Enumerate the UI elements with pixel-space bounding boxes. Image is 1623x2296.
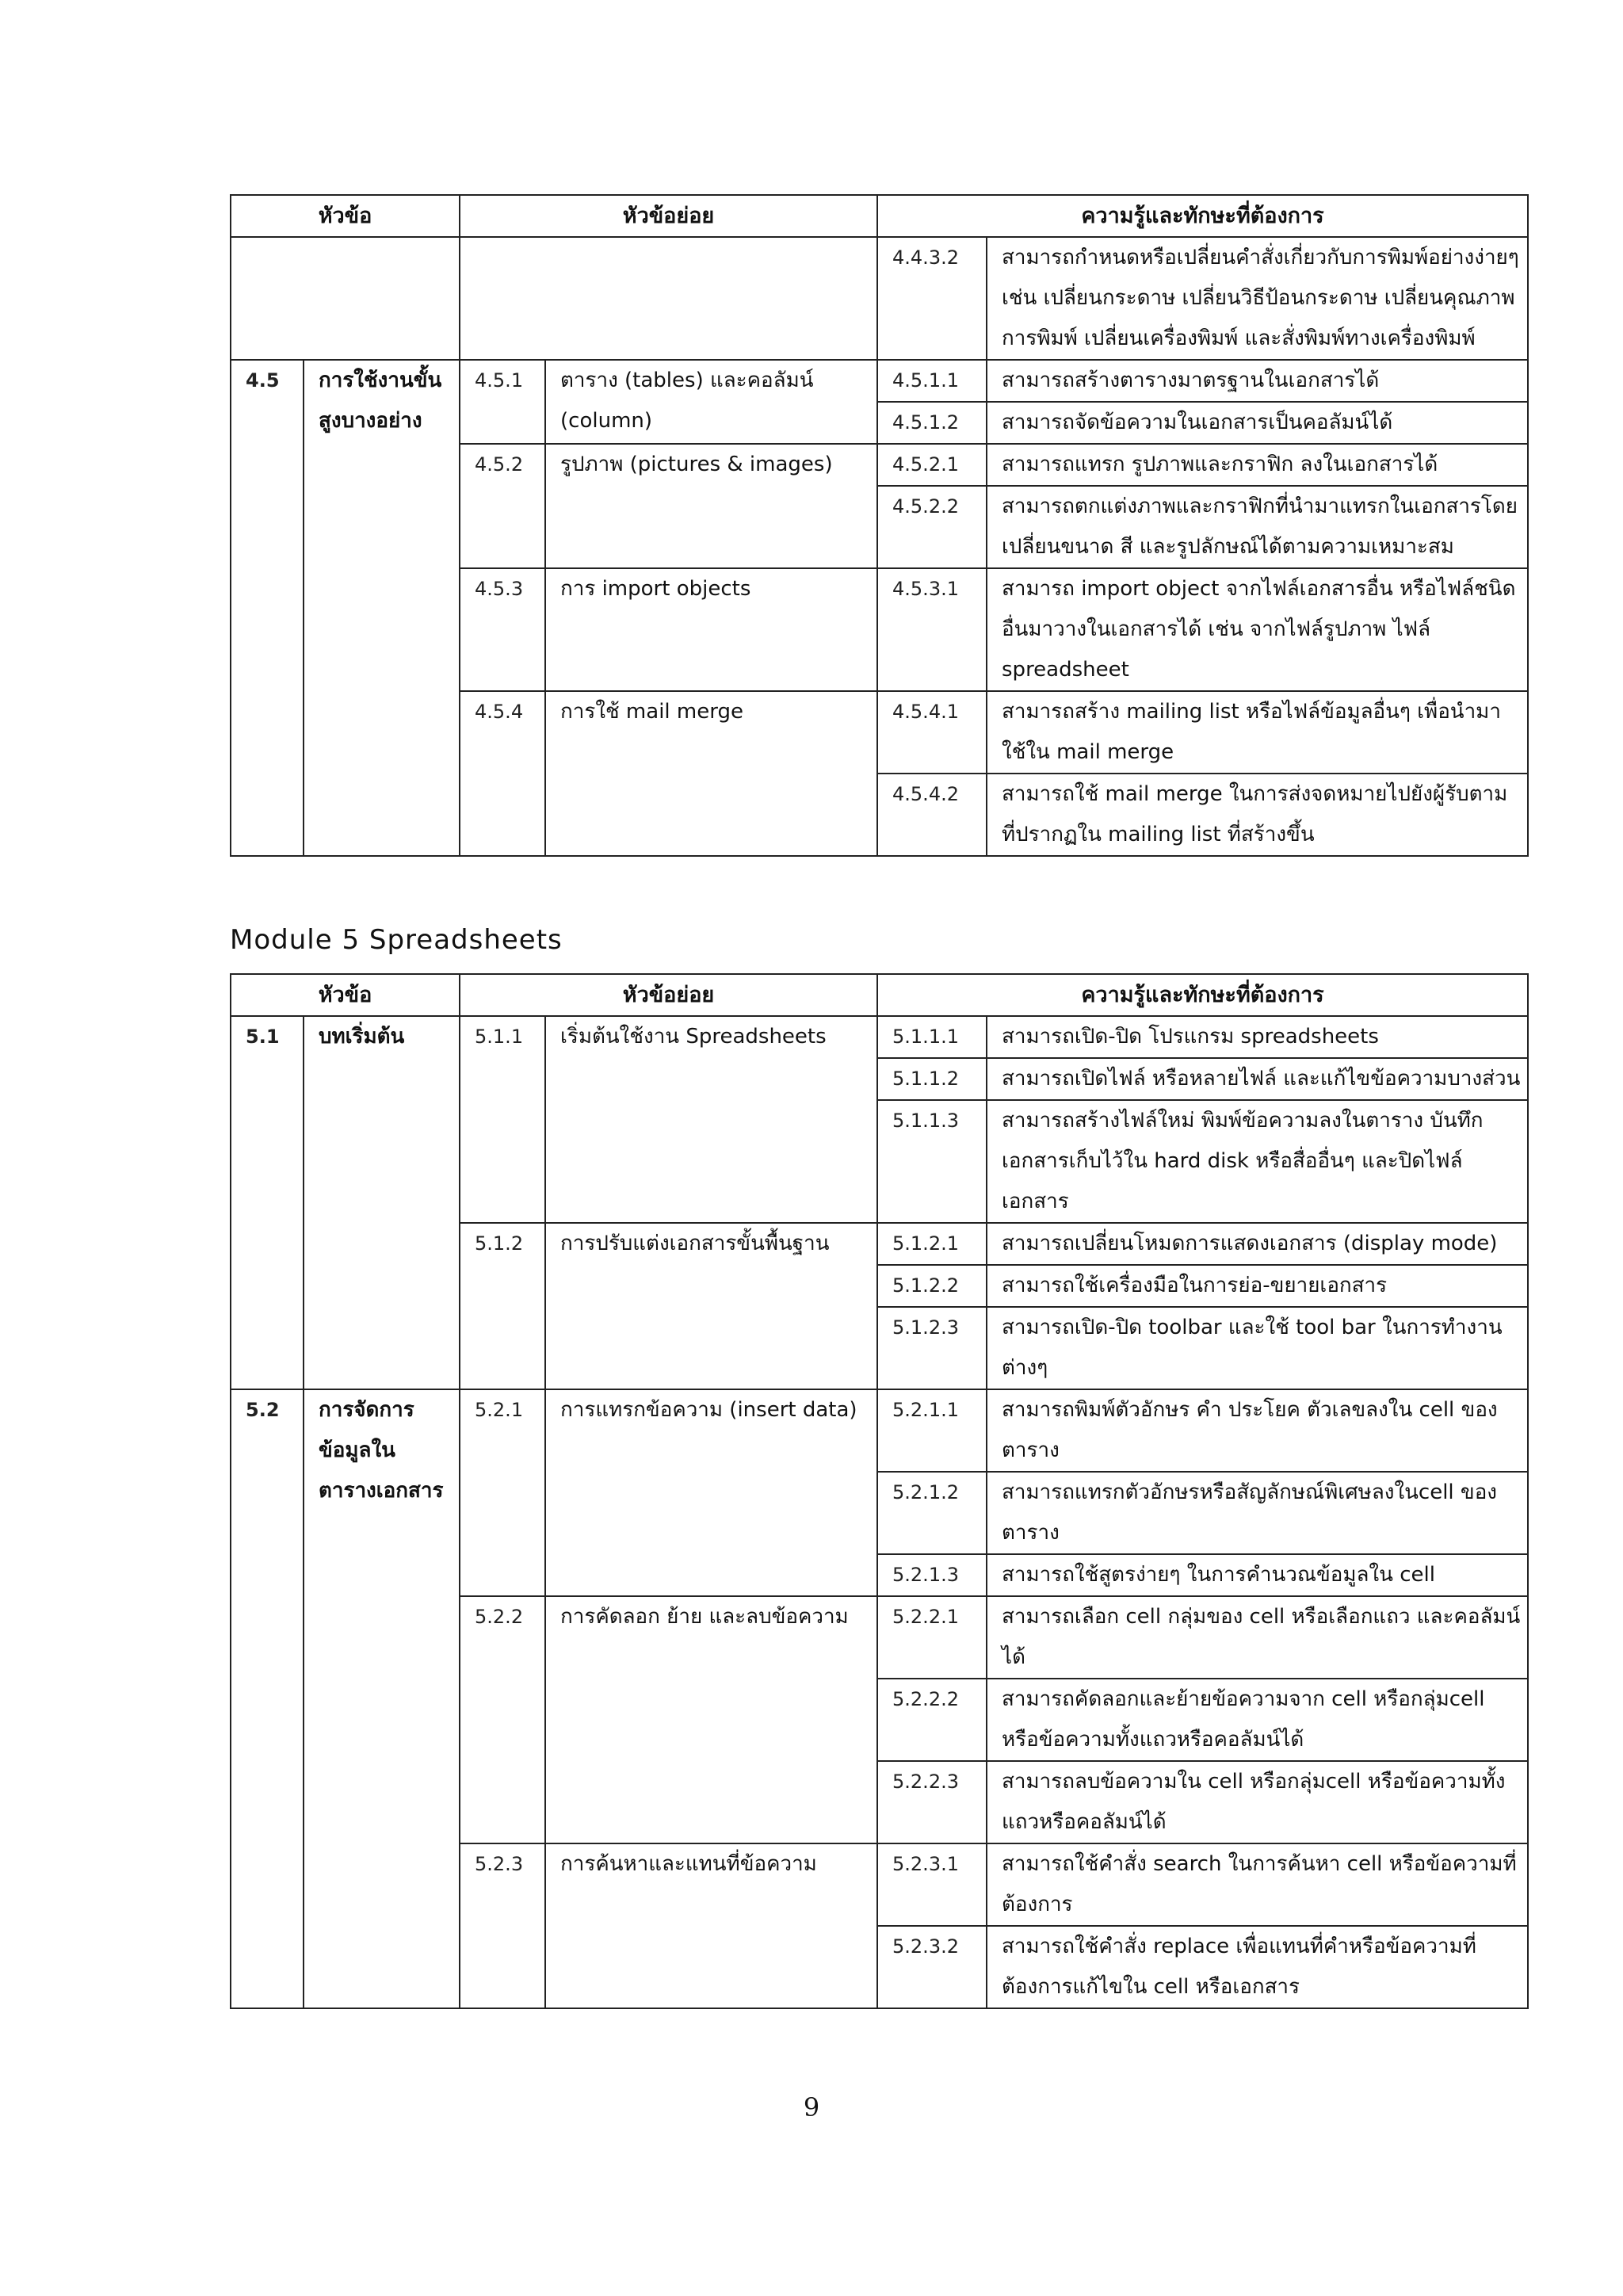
skill-text: สามารถใช้สูตรง่ายๆ ในการคำนวณข้อมูลใน cell xyxy=(987,1554,1528,1596)
skill-text: สามารถกำหนดหรือเปลี่ยนคำสั่งเกี่ยวกับการพิมพ์อย่างง่ายๆ เช่น เปลี่ยนกระดาษ เปลี่ยนวิธีป้อนกระดาษ เปลี่ยนคุณภาพการพิมพ์ เปลี่ยนเครื่องพิมพ์ และสั่งพิมพ์ทางเครื่องพิมพ์ xyxy=(987,237,1528,360)
module-title: Module 5 Spreadsheets xyxy=(230,924,563,956)
skill-id: 5.2.1.2 xyxy=(877,1472,987,1554)
skill-id: 4.5.4.1 xyxy=(877,691,987,774)
skill-text: สามารถแทรกตัวอักษรหรือสัญลักษณ์พิเศษลงในcell ของตาราง xyxy=(987,1472,1528,1554)
skill-text: สามารถใช้คำสั่ง replace เพื่อแทนที่คำหรือข้อความที่ต้องการแก้ไขใน cell หรือเอกสาร xyxy=(987,1926,1528,2008)
skill-id: 5.2.1.3 xyxy=(877,1554,987,1596)
skill-id: 4.5.1.1 xyxy=(877,360,987,402)
skill-text: สามารถใช้ mail merge ในการส่งจดหมายไปยังผู้รับตามที่ปรากฏใน mailing list ที่สร้างขึ้น xyxy=(987,774,1528,856)
skill-text: สามารถ import object จากไฟล์เอกสารอื่น หรือไฟล์ชนิดอื่นมาวางในเอกสารได้ เช่น จากไฟล์รูปภาพ ไฟล์ spreadsheet xyxy=(987,568,1528,691)
skill-text: สามารถใช้เครื่องมือในการย่อ-ขยายเอกสาร xyxy=(987,1265,1528,1307)
header-subtopic: หัวข้อย่อย xyxy=(460,195,877,237)
subtopic-title: รูปภาพ (pictures & images) xyxy=(545,444,877,568)
topic-title: การใช้งานขั้นสูงบางอย่าง xyxy=(304,360,460,856)
skill-id: 5.2.1.1 xyxy=(877,1389,987,1472)
subtopic-title: การ import objects xyxy=(545,568,877,691)
skill-text: สามารถเปิดไฟล์ หรือหลายไฟล์ และแก้ไขข้อความบางส่วน xyxy=(987,1058,1528,1100)
skill-id: 5.1.2.3 xyxy=(877,1307,987,1389)
table-row xyxy=(231,1389,1528,1472)
topic-number: 4.5 xyxy=(231,360,304,856)
skill-text: สามารถตกแต่งภาพและกราฟิกที่นำมาแทรกในเอกสารโดยเปลี่ยนขนาด สี และรูปลักษณ์ได้ตามความเหมาะสม xyxy=(987,486,1528,568)
subtopic-number: 5.1.1 xyxy=(460,1016,545,1223)
skill-text: สามารถลบข้อความใน cell หรือกลุ่มcell หรือข้อความทั้งแถวหรือคอลัมน์ได้ xyxy=(987,1761,1528,1843)
subtopic-number: 5.1.2 xyxy=(460,1223,545,1389)
skill-id: 5.1.1.2 xyxy=(877,1058,987,1100)
skills-table-module-4 xyxy=(230,194,1529,857)
empty-cell xyxy=(231,237,460,360)
skill-id: 5.1.1.1 xyxy=(877,1016,987,1058)
subtopic-title: การค้นหาและแทนที่ข้อความ xyxy=(545,1843,877,2008)
header-skills: ความรู้และทักษะที่ต้องการ xyxy=(877,974,1528,1016)
skill-id: 5.1.2.1 xyxy=(877,1223,987,1265)
subtopic-number: 4.5.1 xyxy=(460,360,545,444)
skill-text: สามารถสร้างไฟล์ใหม่ พิมพ์ข้อความลงในตาราง บันทึกเอกสารเก็บไว้ใน hard disk หรือสื่ออื่นๆ และปิดไฟล์เอกสาร xyxy=(987,1100,1528,1223)
skill-text: สามารถแทรก รูปภาพและกราฟิก ลงในเอกสารได้ xyxy=(987,444,1528,486)
table-header-row xyxy=(231,195,1528,237)
subtopic-title: การปรับแต่งเอกสารขั้นพื้นฐาน xyxy=(545,1223,877,1389)
skill-text: สามารถใช้คำสั่ง search ในการค้นหา cell หรือข้อความที่ต้องการ xyxy=(987,1843,1528,1926)
skill-id: 5.2.2.2 xyxy=(877,1679,987,1761)
subtopic-title: การคัดลอก ย้าย และลบข้อความ xyxy=(545,1596,877,1843)
empty-cell xyxy=(460,237,877,360)
skill-id: 5.1.1.3 xyxy=(877,1100,987,1223)
subtopic-title: การแทรกข้อความ (insert data) xyxy=(545,1389,877,1596)
table-row xyxy=(231,1016,1528,1058)
subtopic-number: 4.5.3 xyxy=(460,568,545,691)
subtopic-title: เริ่มต้นใช้งาน Spreadsheets xyxy=(545,1016,877,1223)
topic-number: 5.1 xyxy=(231,1016,304,1389)
header-topic: หัวข้อ xyxy=(231,195,460,237)
skill-id: 4.5.3.1 xyxy=(877,568,987,691)
skill-id: 4.5.2.2 xyxy=(877,486,987,568)
skill-text: สามารถจัดข้อความในเอกสารเป็นคอลัมน์ได้ xyxy=(987,402,1528,444)
table-header-row xyxy=(231,974,1528,1016)
skill-text: สามารถเปลี่ยนโหมดการแสดงเอกสาร (display mode) xyxy=(987,1223,1528,1265)
subtopic-number: 5.2.1 xyxy=(460,1389,545,1596)
header-topic: หัวข้อ xyxy=(231,974,460,1016)
subtopic-title: การใช้ mail merge xyxy=(545,691,877,856)
skill-id: 4.5.2.1 xyxy=(877,444,987,486)
skill-id: 5.2.2.3 xyxy=(877,1761,987,1843)
skill-text: สามารถเปิด-ปิด โปรแกรม spreadsheets xyxy=(987,1016,1528,1058)
skill-id: 5.2.3.1 xyxy=(877,1843,987,1926)
skill-id: 5.2.3.2 xyxy=(877,1926,987,2008)
skill-text: สามารถสร้างตารางมาตรฐานในเอกสารได้ xyxy=(987,360,1528,402)
table-row xyxy=(231,360,1528,402)
skill-text: สามารถเลือก cell กลุ่มของ cell หรือเลือกแถว และคอลัมน์ได้ xyxy=(987,1596,1528,1679)
topic-title: การจัดการข้อมูลในตารางเอกสาร xyxy=(304,1389,460,2008)
topic-number: 5.2 xyxy=(231,1389,304,2008)
skill-id: 5.1.2.2 xyxy=(877,1265,987,1307)
skill-text: สามารถคัดลอกและย้ายข้อความจาก cell หรือกลุ่มcell หรือข้อความทั้งแถวหรือคอลัมน์ได้ xyxy=(987,1679,1528,1761)
page-number: 9 xyxy=(803,2092,820,2122)
subtopic-number: 4.5.4 xyxy=(460,691,545,856)
header-skills: ความรู้และทักษะที่ต้องการ xyxy=(877,195,1528,237)
skill-text: สามารถสร้าง mailing list หรือไฟล์ข้อมูลอื่นๆ เพื่อนำมาใช้ใน mail merge xyxy=(987,691,1528,774)
topic-title: บทเริ่มต้น xyxy=(304,1016,460,1389)
subtopic-number: 5.2.2 xyxy=(460,1596,545,1843)
skill-text: สามารถเปิด-ปิด toolbar และใช้ tool bar ในการทำงานต่างๆ xyxy=(987,1307,1528,1389)
subtopic-number: 5.2.3 xyxy=(460,1843,545,2008)
skill-text: สามารถพิมพ์ตัวอักษร คำ ประโยค ตัวเลขลงใน cell ของตาราง xyxy=(987,1389,1528,1472)
table-row xyxy=(231,237,1528,360)
skill-id: 4.5.1.2 xyxy=(877,402,987,444)
skill-id: 4.5.4.2 xyxy=(877,774,987,856)
skills-table-module-5 xyxy=(230,973,1529,2009)
subtopic-number: 4.5.2 xyxy=(460,444,545,568)
subtopic-title: ตาราง (tables) และคอลัมน์ (column) xyxy=(545,360,877,444)
header-subtopic: หัวข้อย่อย xyxy=(460,974,877,1016)
skill-id: 4.4.3.2 xyxy=(877,237,987,360)
skill-id: 5.2.2.1 xyxy=(877,1596,987,1679)
